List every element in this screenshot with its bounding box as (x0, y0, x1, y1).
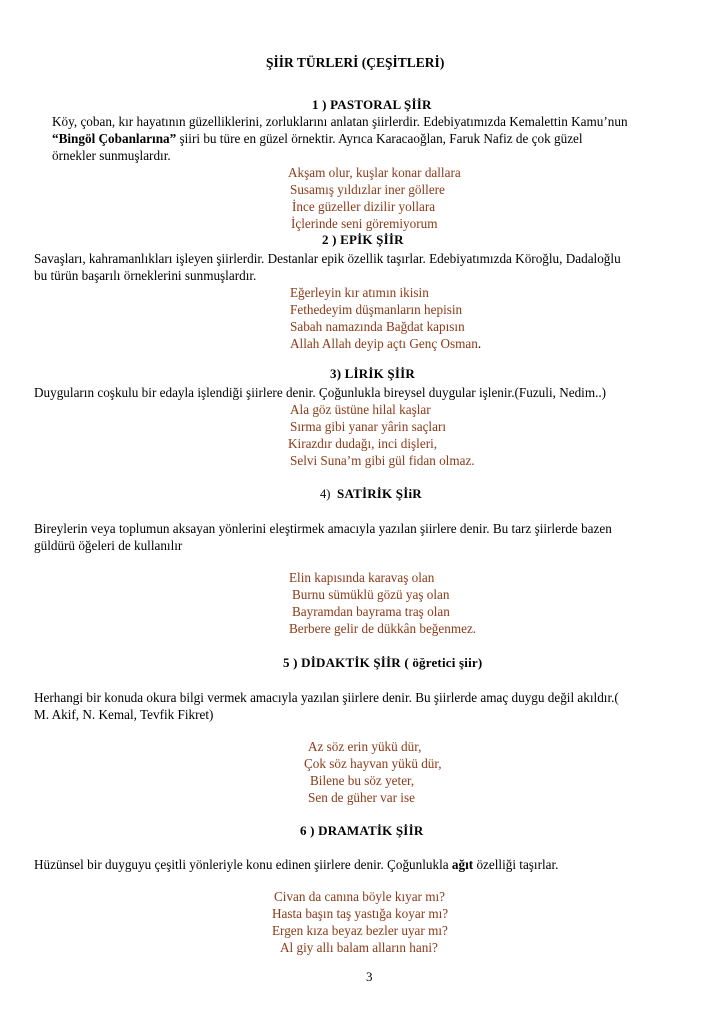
poem-line: Civan da canına böyle kıyar mı? (274, 889, 446, 904)
page-number: 3 (366, 969, 373, 984)
page-title: ŞİİR TÜRLERİ (ÇEŞİTLERİ) (266, 55, 445, 70)
emphasis-agit: ağıt (451, 857, 474, 872)
section-desc-lirik-line-1: Duyguların coşkulu bir edayla işlendiği şiirlere denir. Çoğunlukla bireysel duygular işlenir.(Fuzuli, Nedim..) (34, 385, 607, 400)
section-heading-pastoral: 1 ) PASTORAL ŞİİR (312, 97, 432, 112)
poem-line: Hasta başın taş yastığa koyar mı? (272, 906, 449, 921)
poem-line: Sabah namazında Bağdat kapısın (290, 319, 465, 334)
poem-line: Kirazdır dudağı, inci dişleri, (288, 436, 438, 451)
poem-line: Eğerleyin kır atımın ikisin (290, 285, 429, 300)
section-desc-didaktik-line-2: M. Akif, N. Kemal, Tevfik Fikret) (34, 707, 214, 722)
poem-line: Fethedeyim düşmanların hepisin (290, 302, 463, 317)
poem-line: Burnu sümüklü gözü yaş olan (292, 587, 450, 602)
poem-line: Al giy allı balam alların hani? (280, 940, 438, 955)
section-heading-epik: 2 ) EPİK ŞİİR (322, 232, 404, 247)
section-desc-satirik-line-1: Bireylerin veya toplumun aksayan yönlerini eleştirmek amacıyla yazılan şiirlere denir. Bu tarz şiirlerde bazen (34, 521, 612, 536)
poem-line: Berbere gelir de dükkân beğenmez. (289, 621, 477, 636)
poem-line: Elin kapısında karavaş olan (289, 570, 435, 585)
poem-line: Susamış yıldızlar iner göllere (290, 182, 445, 197)
section-desc-dramatik-line-1: Hüzünsel bir duyguyu çeşitli yönleriyle konu edinen şiirlere denir. Çoğunlukla ağıt özelliği taşırlar. (34, 857, 559, 872)
poem-line: İnce güzeller dizilir yollara (292, 199, 436, 214)
poem-line: Çok söz hayvan yükü dür, (304, 756, 442, 771)
poem-line: Ergen kıza beyaz bezler uyar mı? (272, 923, 448, 938)
poem-line: Sırma gibi yanar yârin saçları (290, 419, 446, 434)
section-desc-epik-line-1: Savaşları, kahramanlıkları işleyen şiirlerdir. Destanlar epik özellik taşırlar. Edebiyatımızda Köroğlu, Dadaloğlu (34, 251, 621, 266)
poem-line: İçlerinde seni göremiyorum (291, 216, 438, 231)
poem-line: Selvi Suna’m gibi gül fidan olmaz. (290, 453, 475, 468)
poem-line: Bilene bu söz yeter, (310, 773, 415, 788)
section-desc-pastoral-line-1: Köy, çoban, kır hayatının güzelliklerini, zorluklarını anlatan şiirlerdir. Edebiyatımızda Kemalettin Kamu’nun (52, 114, 628, 129)
poem-title-bingol: “Bingöl Çobanlarına” (52, 131, 177, 146)
section-heading-dramatik: 6 ) DRAMATİK ŞİİR (300, 823, 424, 838)
section-heading-didaktik: 5 ) DİDAKTİK ŞİİR ( öğretici şiir) (283, 655, 483, 670)
poem-line: Sen de güher var ise (308, 790, 415, 805)
poem-line: Az söz erin yükü dür, (308, 739, 422, 754)
poem-line: Allah Allah deyip açtı Genç Osman. (290, 336, 482, 351)
poem-line: Bayramdan bayrama traş olan (292, 604, 450, 619)
section-desc-satirik-line-2: güldürü öğeleri de kullanılır (34, 538, 183, 553)
section-heading-satirik: 4) SATİRİK ŞİiR (320, 486, 422, 501)
section-heading-lirik: 3) LİRİK ŞİİR (330, 366, 415, 381)
poem-line: Ala göz üstüne hilal kaşlar (290, 402, 431, 417)
section-desc-didaktik-line-1: Herhangi bir konuda okura bilgi vermek amacıyla yazılan şiirlere denir. Bu şiirlerde amaç duygu değil akıldır.( (34, 690, 619, 705)
section-desc-epik-line-2: bu türün başarılı örneklerini sunmuşlardır. (34, 268, 257, 283)
poem-line: Akşam olur, kuşlar konar dallara (288, 165, 461, 180)
section-desc-pastoral-line-2: “Bingöl Çobanlarına” şiiri bu türe en güzel örnektir. Ayrıca Karacaoğlan, Faruk Nafiz de çok güzel (52, 131, 583, 146)
section-desc-pastoral-line-3: örnekler sunmuşlardır. (52, 148, 171, 163)
